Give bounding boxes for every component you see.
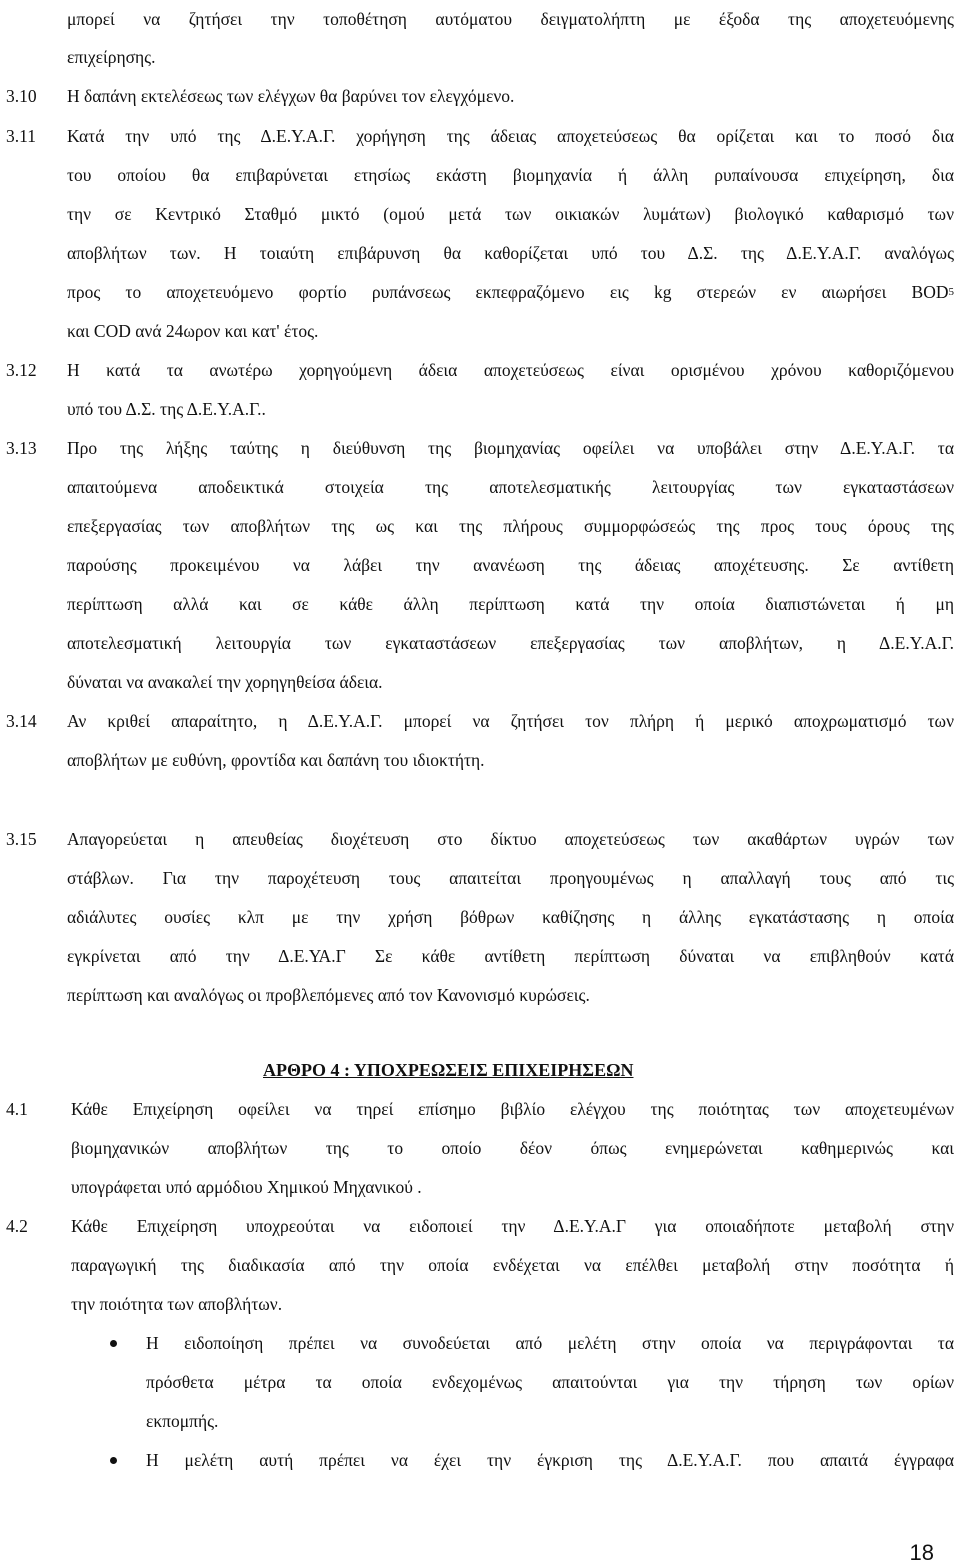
section-number: 4.1 xyxy=(6,1099,28,1119)
text-line: εκπομπής. xyxy=(146,1411,219,1431)
text-line: παρούσης προκειμένου να λάβει την ανανέωση της άδειας αποχέτευσης. Σε αντίθετη xyxy=(67,555,954,575)
section-number: 3.12 xyxy=(6,360,37,380)
text-line: απαιτούμενα αποδεικτικά στοιχεία της αποτελεσματικής λειτουργίας των εγκαταστάσεων xyxy=(67,477,954,497)
section-number: 3.11 xyxy=(6,126,36,146)
subscript: 5 xyxy=(948,286,954,298)
text-line: Κάθε Επιχείρηση υποχρεούται να ειδοποιεί την Δ.Ε.Υ.Α.Γ για οποιαδήποτε μεταβολή στην xyxy=(71,1216,954,1236)
text-line: εγκρίνεται από την Δ.Ε.ΥΑ.Γ Σε κάθε αντίθετη περίπτωση δύναται να επιβληθούν κατά xyxy=(67,946,954,966)
text-line: επεξεργασίας των αποβλήτων της ως και της πλήρους συμμορφώσεώς της προς τους όρους της xyxy=(67,516,954,536)
bullet-icon xyxy=(110,1340,117,1347)
text-line: επιχείρησης. xyxy=(67,47,156,67)
text-line: Αν κριθεί απαραίτητο, η Δ.Ε.Υ.Α.Γ. μπορεί να ζητήσει τον πλήρη ή μερικό αποχρωματισμό των xyxy=(67,711,954,731)
text-line xyxy=(67,280,954,304)
section-number: 3.15 xyxy=(6,829,37,849)
text-line: Κατά την υπό της Δ.Ε.Υ.Α.Γ. χορήγηση της άδειας αποχετεύσεως θα ορίζεται και το ποσό δια xyxy=(67,126,954,146)
text-line: και COD ανά 24ωρον και κατ' έτος. xyxy=(67,321,319,341)
section-number: 3.14 xyxy=(6,711,37,731)
text-line: αποβλήτων των. Η τοιαύτη επιβάρυνση θα καθορίζεται υπό του Δ.Σ. της Δ.Ε.Υ.Α.Γ. αναλόγως xyxy=(67,243,954,263)
text-line: την ποιότητα των αποβλήτων. xyxy=(71,1294,283,1314)
text-line: του οποίου θα επιβαρύνεται ετησίως εκάστη βιομηχανία ή άλλη ρυπαίνουσα επιχείρηση, δια xyxy=(67,165,954,185)
section-number: 4.2 xyxy=(6,1216,28,1236)
text-line: Απαγορεύεται η απευθείας διοχέτευση στο δίκτυο αποχετεύσεως των ακαθάρτων υγρών των xyxy=(67,829,954,849)
text-line: πρόσθετα μέτρα τα οποία ενδεχομένως απαιτούνται για την τήρηση των ορίων xyxy=(146,1372,954,1392)
section-number: 3.10 xyxy=(6,86,37,106)
text-line: αποβλήτων με ευθύνη, φροντίδα και δαπάνη του ιδιοκτήτη. xyxy=(67,750,485,770)
text-line: υπογράφεται υπό αρμόδιου Χημικού Μηχανικού . xyxy=(71,1177,422,1197)
text-line: Προ της λήξης ταύτης η διεύθυνση της βιομηχανίας οφείλει να υποβάλει στην Δ.Ε.Υ.Α.Γ. τα xyxy=(67,438,954,458)
text-line: αδιάλυτες ουσίες κλπ με την χρήση βόθρων καθίζησης η άλλης εγκατάστασης η οποία xyxy=(67,907,954,927)
text-line: αποτελεσματική λειτουργία των εγκαταστάσεων επεξεργασίας των αποβλήτων, η Δ.Ε.Υ.Α.Γ. xyxy=(67,633,954,653)
page-number: 18 xyxy=(909,1540,934,1565)
article-heading: ΑΡΘΡΟ 4 : ΥΠΟΧΡΕΩΣΕΙΣ ΕΠΙΧΕΙΡΗΣΕΩΝ xyxy=(263,1060,634,1080)
bullet-icon xyxy=(110,1457,117,1464)
text-line: Κάθε Επιχείρηση οφείλει να τηρεί επίσημο βιβλίο ελέγχου της ποιότητας των αποχετευμένων xyxy=(71,1099,954,1119)
text-line: βιομηχανικών αποβλήτων της το οποίο δέον όπως ενημερώνεται καθημερινώς και xyxy=(71,1138,954,1158)
text-line: περίπτωση και αναλόγως οι προβλεπόμενες από τον Κανονισμό κυρώσεις. xyxy=(67,985,590,1005)
text-line: παραγωγική της διαδικασία από την οποία ενδέχεται να επέλθει μεταβολή στην ποσότητα ή xyxy=(71,1255,954,1275)
text-line: στάβλων. Για την παροχέτευση τους απαιτείται προηγουμένως η απαλλαγή τους από τις xyxy=(67,868,954,888)
text-line: Η κατά τα ανωτέρω χορηγούμενη άδεια αποχετεύσεως είναι ορισμένου χρόνου καθοριζόμενου xyxy=(67,360,954,380)
text-line: υπό του Δ.Σ. της Δ.Ε.Υ.Α.Γ.. xyxy=(67,399,266,419)
section-number: 3.13 xyxy=(6,438,37,458)
text-line: δύναται να ανακαλεί την χορηγηθείσα άδεια. xyxy=(67,672,383,692)
text-line: Η μελέτη αυτή πρέπει να έχει την έγκριση της Δ.Ε.Υ.Α.Γ. που απαιτά έγγραφα xyxy=(146,1450,954,1470)
text-line: Η ειδοποίηση πρέπει να συνοδεύεται από μελέτη στην οποία να περιγράφονται τα xyxy=(146,1333,954,1353)
text-line: περίπτωση αλλά και σε κάθε άλλη περίπτωση κατά την οποία διαπιστώνεται ή μη xyxy=(67,594,954,614)
text-line: Η δαπάνη εκτελέσεως των ελέγχων θα βαρύνει τον ελεγχόμενο. xyxy=(67,86,515,106)
text-segment: προς το αποχετευόμενο φορτίο ρυπάνσεως εκπεφραζόμενο εις kg στερεών εν αιωρήσει BOD xyxy=(67,282,949,302)
text-line: την σε Κεντρικό Σταθμό μικτό (ομού μετά των οικιακών λυμάτων) βιολογικό καθαρισμό των xyxy=(67,204,954,224)
text-line: μπορεί να ζητήσει την τοποθέτηση αυτόματου δειγματολήπτη με έξοδα της αποχετευόμενης xyxy=(67,9,954,29)
